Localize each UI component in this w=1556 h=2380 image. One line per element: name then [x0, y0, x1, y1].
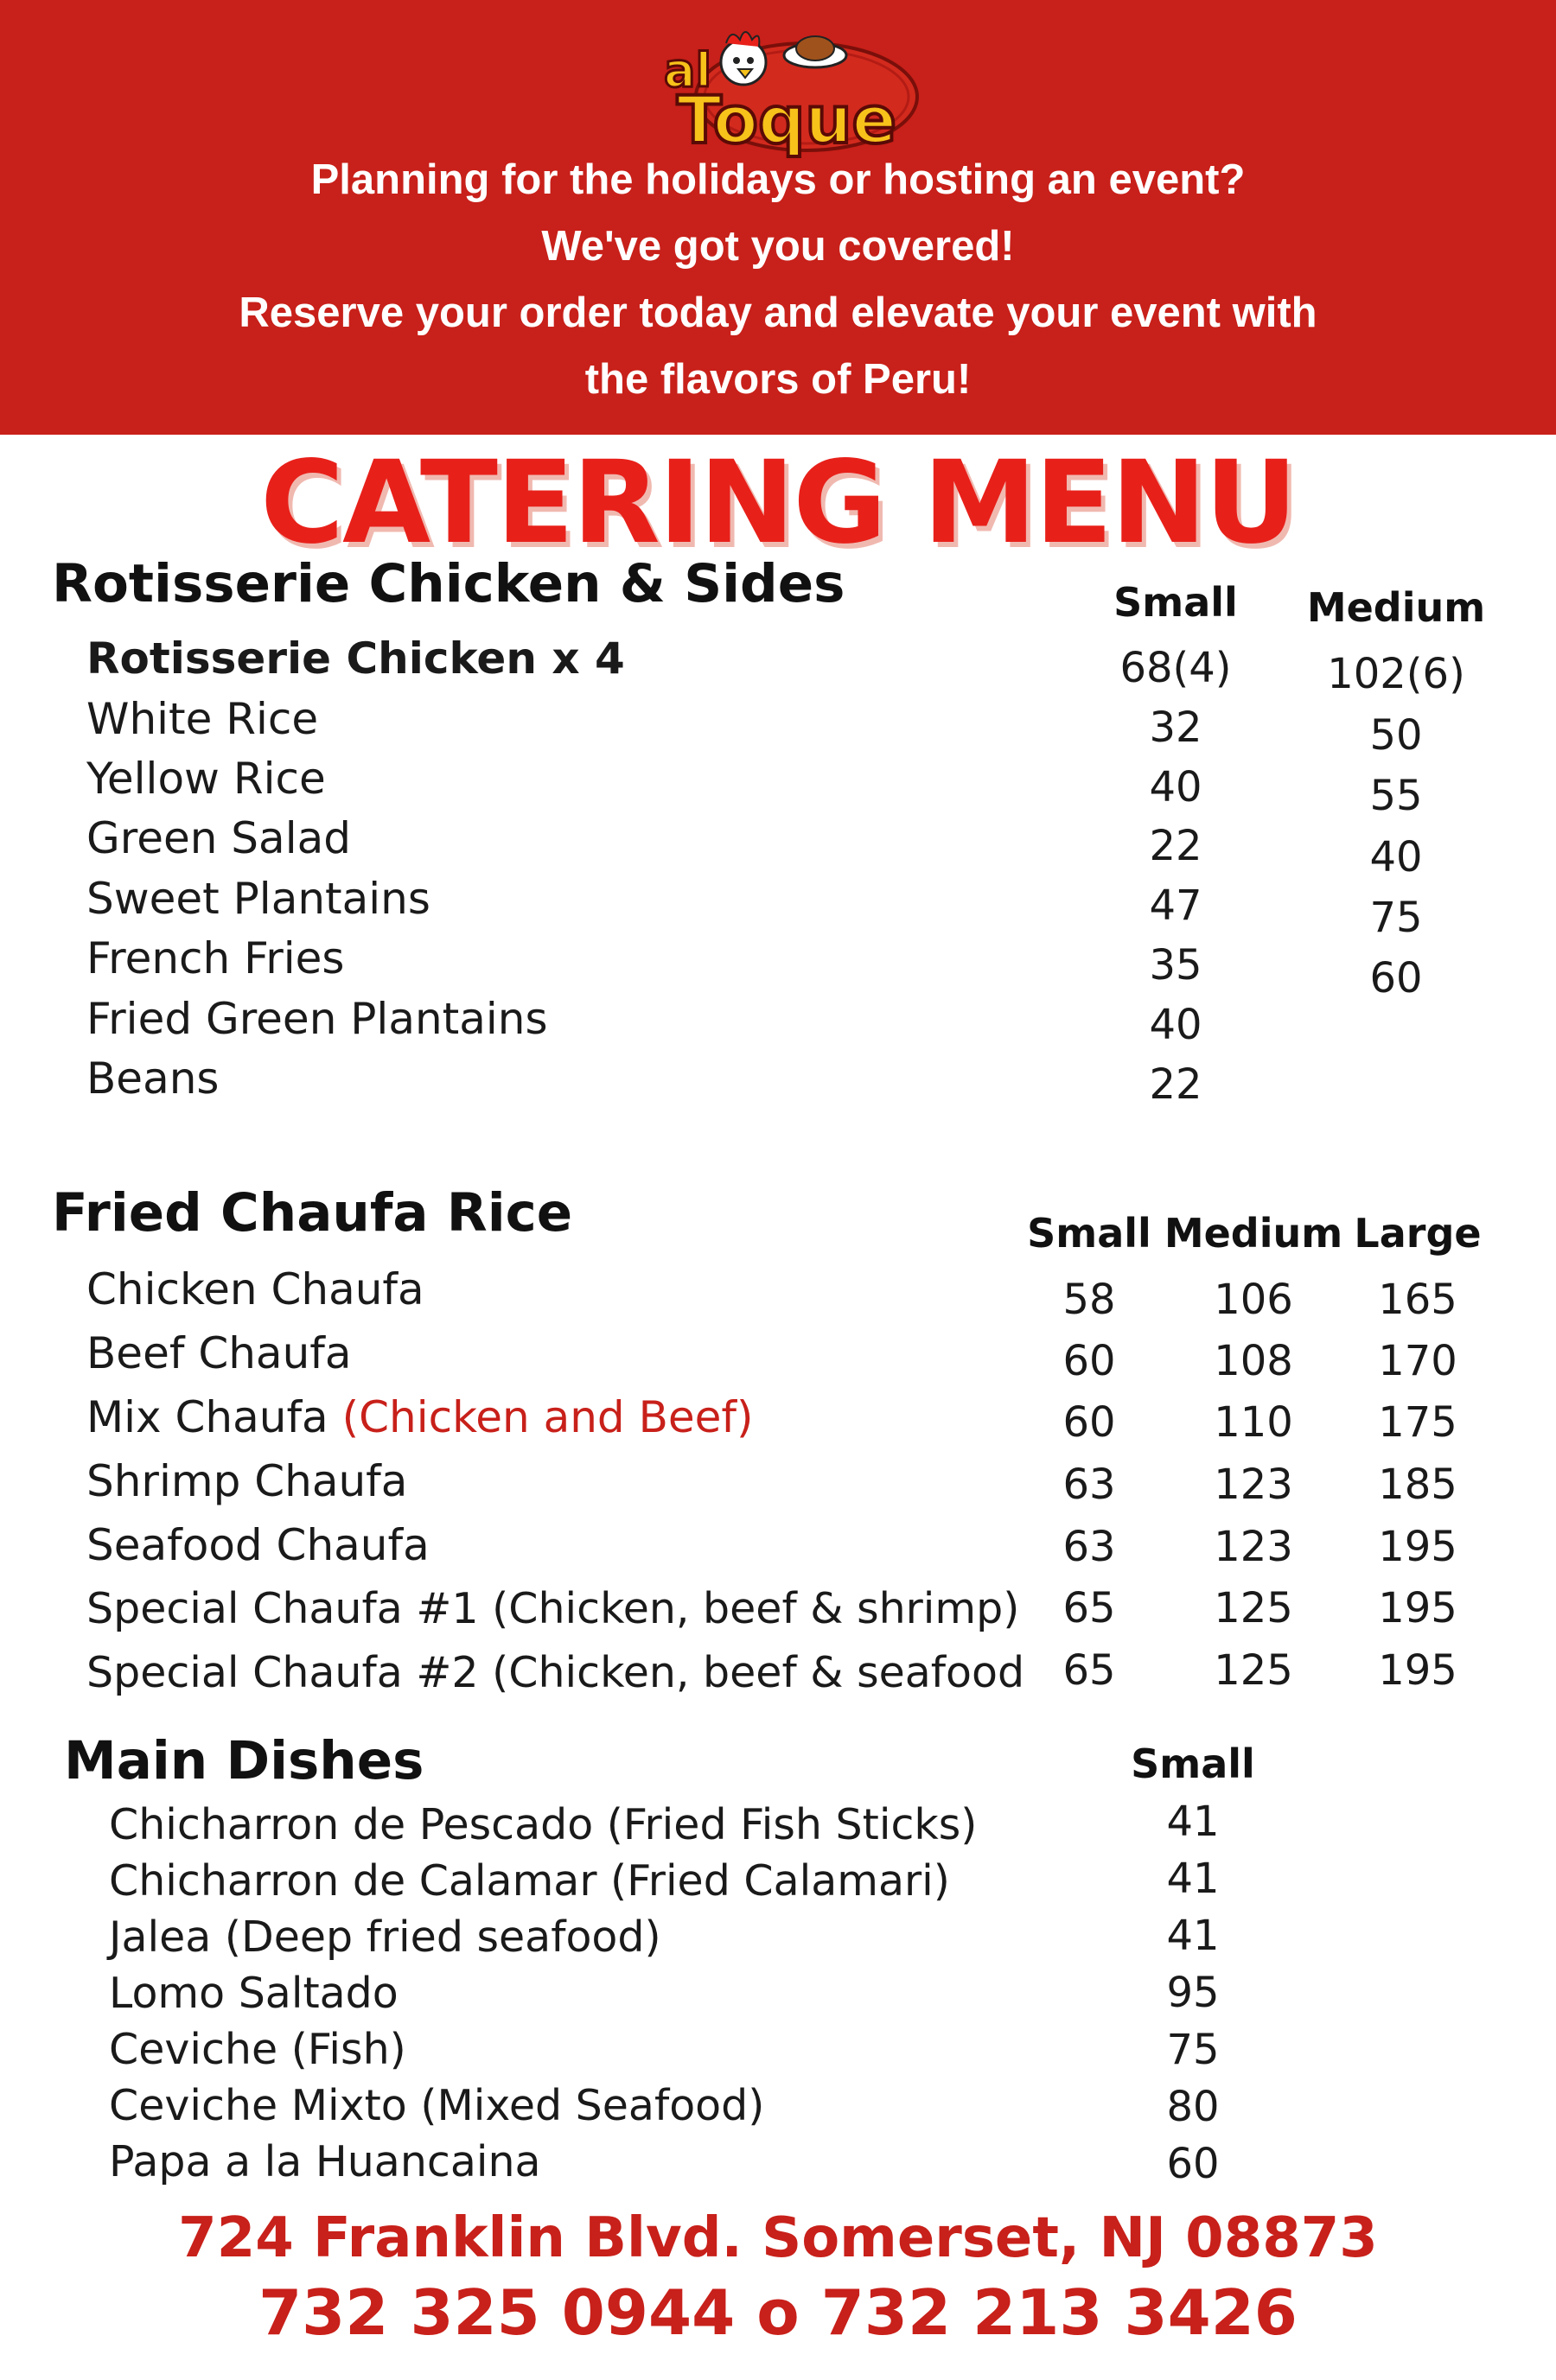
price-small: 41: [1166, 1798, 1220, 1846]
tagline-line-2: We've got you covered!: [541, 223, 1015, 270]
price-large: 195: [1378, 1523, 1457, 1571]
price-small: 47: [1149, 881, 1202, 930]
page-title: CATERING MENU: [260, 436, 1296, 570]
price-large: 195: [1378, 1646, 1457, 1695]
tagline-line-4: the flavors of Peru!: [584, 356, 972, 403]
price-medium: 123: [1214, 1523, 1293, 1571]
price-medium: 50: [1369, 711, 1423, 760]
price-medium: 102(6): [1327, 650, 1465, 698]
price-small: 35: [1149, 941, 1202, 990]
price-small: 63: [1062, 1460, 1116, 1509]
section-title-chaufa: Fried Chaufa Rice: [52, 1182, 573, 1244]
column-header-medium: Medium: [1164, 1210, 1343, 1257]
menu-item-name: Beef Chaufa: [86, 1328, 352, 1378]
menu-item-name: Sweet Plantains: [86, 874, 430, 924]
price-large: 185: [1378, 1460, 1457, 1509]
menu-item-name: Chicharron de Calamar (Fried Calamari): [109, 1856, 950, 1906]
price-medium: 123: [1214, 1460, 1293, 1509]
price-small: 95: [1166, 1969, 1220, 2017]
footer-address: 724 Franklin Blvd. Somerset, NJ 08873: [178, 2206, 1378, 2270]
price-medium: 110: [1214, 1398, 1293, 1447]
column-header-large: Large: [1354, 1210, 1482, 1257]
menu-item-name: Chicharron de Pescado (Fried Fish Sticks): [109, 1800, 978, 1849]
menu-item-name: Special Chaufa #1 (Chicken, beef & shrimp): [86, 1584, 1020, 1633]
column-header-medium: Medium: [1306, 584, 1486, 631]
price-small: 60: [1062, 1398, 1116, 1447]
price-small: 40: [1149, 763, 1202, 811]
price-medium: 125: [1214, 1646, 1293, 1695]
price-medium: 75: [1369, 894, 1423, 942]
menu-item-name: Shrimp Chaufa: [86, 1456, 408, 1506]
price-small: 22: [1149, 1060, 1202, 1109]
menu-item-name: Lomo Saltado: [109, 1969, 399, 2018]
price-medium: 108: [1214, 1337, 1293, 1385]
price-small: 63: [1062, 1523, 1116, 1571]
menu-item-name: Green Salad: [86, 813, 351, 863]
price-medium: 125: [1214, 1584, 1293, 1632]
price-small: 22: [1149, 822, 1202, 870]
logo-text-toque: Toque: [677, 81, 897, 158]
al-toque-logo: [629, 17, 923, 164]
column-header-small: Small: [1113, 579, 1238, 626]
logo-text-al: al: [664, 43, 711, 98]
menu-item-name: [86, 1392, 754, 1442]
price-medium: 40: [1369, 833, 1423, 881]
price-small: 32: [1149, 703, 1202, 752]
menu-item-name: Rotisserie Chicken x 4: [86, 633, 625, 684]
price-small: 65: [1062, 1584, 1116, 1632]
price-small: 41: [1166, 1855, 1220, 1903]
price-small: 80: [1166, 2083, 1220, 2131]
tagline-line-1: Planning for the holidays or hosting an event?: [310, 156, 1246, 203]
price-small: 40: [1149, 1001, 1202, 1049]
price-small: 68(4): [1119, 644, 1232, 692]
menu-item-name: Papa a la Huancaina: [109, 2137, 541, 2186]
menu-item-name: Yellow Rice: [86, 754, 326, 804]
menu-item-name: Special Chaufa #2 (Chicken, beef & seafood: [86, 1648, 1025, 1697]
menu-item-name: Ceviche Mixto (Mixed Seafood): [109, 2081, 765, 2130]
section-title-main-dishes: Main Dishes: [64, 1730, 424, 1791]
menu-item-name: White Rice: [86, 694, 319, 744]
price-large: 175: [1378, 1398, 1457, 1447]
tagline-line-3: Reserve your order today and elevate your event with: [239, 290, 1317, 336]
price-small: 65: [1062, 1646, 1116, 1695]
price-medium: 60: [1369, 954, 1423, 1002]
price-small: 60: [1062, 1337, 1116, 1385]
menu-item-name: Beans: [86, 1053, 220, 1104]
price-small: 60: [1166, 2140, 1220, 2188]
price-large: 170: [1378, 1337, 1457, 1385]
menu-item-name: Chicken Chaufa: [86, 1264, 424, 1314]
price-medium: 106: [1214, 1276, 1293, 1324]
price-large: 195: [1378, 1584, 1457, 1632]
item-note: (Chicken and Beef): [341, 1392, 754, 1442]
menu-item-name: Seafood Chaufa: [86, 1520, 430, 1570]
item-label: Mix Chaufa: [86, 1392, 342, 1442]
price-large: 165: [1378, 1276, 1457, 1324]
price-medium: 55: [1369, 772, 1423, 820]
menu-item-name: Ceviche (Fish): [109, 2025, 406, 2074]
price-small: 58: [1062, 1276, 1116, 1324]
footer-phones: 732 325 0944 o 732 213 3426: [258, 2276, 1298, 2349]
menu-item-name: Fried Green Plantains: [86, 994, 548, 1044]
column-header-small: Small: [1027, 1210, 1151, 1257]
menu-item-name: French Fries: [86, 933, 345, 983]
menu-item-name: Jalea (Deep fried seafood): [109, 1912, 661, 1962]
price-small: 41: [1166, 1912, 1220, 1960]
price-small: 75: [1166, 2026, 1220, 2074]
section-title-rotisserie: Rotisserie Chicken & Sides: [52, 553, 845, 614]
column-header-small: Small: [1131, 1740, 1255, 1787]
